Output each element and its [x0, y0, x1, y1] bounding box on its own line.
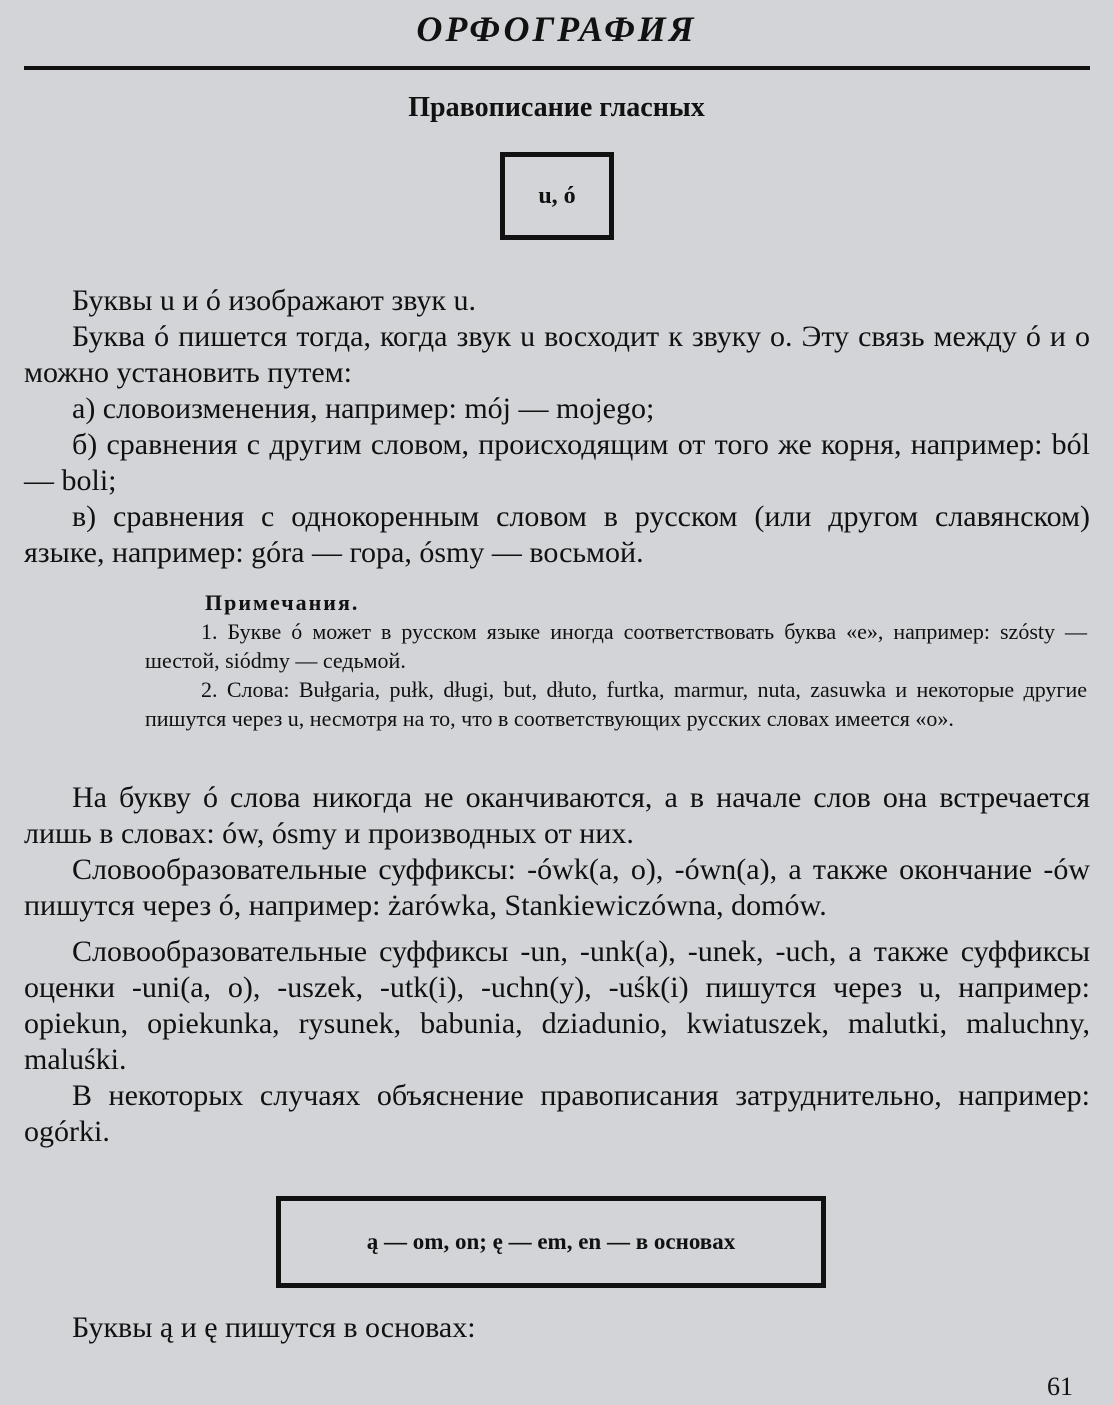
body-block-1 — [24, 283, 1090, 571]
paragraph-8: Словообразовательные суффиксы -un, -unk(a), -unek, -uch, а также суффиксы оценки -uni(a, o), -uszek, -utk(i), -uchn(y), -uśk(i) пишутся через u, например: opiekun, opiekunka, rysunek, babunia, dziadunio, kwiatuszek, malutki, maluchny, maluśki. — [24, 935, 1090, 1076]
paragraph-3: а) словоизменения, например: mój — mojego; — [72, 392, 655, 425]
header-rule — [24, 66, 1090, 70]
notes-block — [145, 588, 1087, 733]
paragraph-1: Буквы u и ó изображают звук u. — [72, 284, 476, 317]
paragraph-4: б) сравнения с другим словом, происходящим от того же корня, например: ból — boli; — [24, 428, 1090, 497]
notes-title: Примечания. — [205, 590, 360, 615]
section-title: Правописание гласных — [408, 92, 705, 123]
paragraph-10: Буквы ą и ę пишутся в основах: — [72, 1311, 476, 1344]
note-1: 1. Букве ó может в русском языке иногда соответствовать буква «е», например: szósty — шестой, siódmy — седьмой. — [145, 619, 1087, 673]
body-block-3 — [24, 1310, 1090, 1346]
heading-box-nasal-vowels: ą — om, on; ę — em, en — в основах — [276, 1196, 826, 1288]
page-number: 61 — [1047, 1372, 1073, 1401]
heading-box-u-o: u, ó — [500, 152, 614, 240]
note-2: 2. Слова: Bułgaria, pułk, długi, but, dłuto, furtka, marmur, nuta, zasuwka и некоторые другие пишутся через u, несмотря на то, что в соответствующих русских словах имеется «о». — [145, 677, 1087, 731]
paragraph-7: Словообразовательные суффиксы: -ówk(a, o), -ówn(a), а также окончание -ów пишутся через ó, например: żarówka, Stankiewiczówna, domów. — [24, 853, 1090, 922]
body-block-2 — [24, 780, 1090, 1150]
paragraph-6: На букву ó слова никогда не оканчиваются, а в начале слов она встречается лишь в словах: ów, ósmy и производных от них. — [24, 781, 1090, 850]
paragraph-2: Буква ó пишется тогда, когда звук u восходит к звуку o. Эту связь между ó и o можно установить путем: — [24, 320, 1090, 389]
paragraph-9: В некоторых случаях объяснение правописания затруднительно, например: ogórki. — [24, 1079, 1090, 1148]
paragraph-5: в) сравнения с однокоренным словом в русском (или другом славянском) языке, например: góra — гора, ósmy — восьмой. — [24, 500, 1090, 569]
running-header: ОРФОГРАФИЯ — [416, 9, 697, 49]
